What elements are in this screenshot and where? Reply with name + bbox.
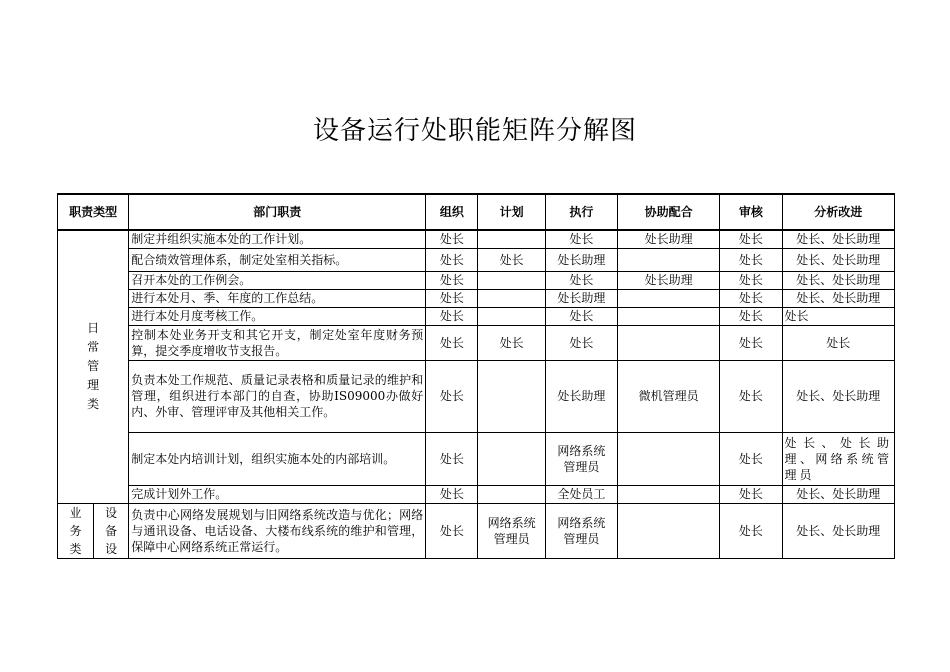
plan-cell: [478, 307, 545, 325]
analyze-cell: 处长、处长助理: [782, 289, 894, 307]
assist-cell: 处长助理: [617, 271, 719, 289]
assist-cell: 微机管理员: [617, 360, 719, 432]
header-review: 审核: [720, 194, 782, 230]
assist-cell: [617, 289, 719, 307]
duty-cell: 完成计划外工作。: [129, 485, 426, 503]
table-row: [58, 307, 895, 325]
assist-cell: [617, 325, 719, 360]
table-row: [58, 325, 895, 360]
organize-cell: 处长: [426, 248, 478, 271]
organize-cell: 处长: [426, 485, 478, 503]
duty-cell: 负责中心网络发展规划与旧网络系统改造与优化；网络与通讯设备、电话设备、大楼布线系统的维护和管理，保障中心网络系统正常运行。: [129, 503, 426, 558]
header-type: 职责类型: [58, 194, 129, 230]
plan-cell: [478, 485, 545, 503]
page-title: 设备运行处职能矩阵分解图: [312, 116, 637, 146]
execute-cell: 网络系统管理员: [545, 432, 617, 485]
group-business-sub-label: 设备设: [105, 505, 118, 556]
header-execute: 执行: [545, 194, 617, 230]
table-row: [58, 503, 895, 558]
group-business-sub-cell: [94, 503, 129, 558]
plan-cell: [478, 271, 545, 289]
table-row: [58, 271, 895, 289]
table-row: [58, 230, 895, 248]
plan-cell: [478, 432, 545, 485]
organize-cell: 处长: [426, 325, 478, 360]
execute-cell: 处长助理: [545, 360, 617, 432]
duty-cell: 进行本处月度考核工作。: [129, 307, 426, 325]
duty-cell: 制定并组织实施本处的工作计划。: [129, 230, 426, 248]
duty-cell: 召开本处的工作例会。: [129, 271, 426, 289]
review-cell: 处长: [720, 289, 782, 307]
analyze-cell: 处长: [782, 325, 894, 360]
header-duty: 部门职责: [129, 194, 426, 230]
header-analyze: 分析改进: [782, 194, 894, 230]
analyze-cell: 处长、处长助理: [782, 230, 894, 248]
plan-cell: 网络系统管理员: [478, 503, 545, 558]
organize-cell: 处长: [426, 360, 478, 432]
assist-cell: 处长助理: [617, 230, 719, 248]
assist-cell: [617, 307, 719, 325]
execute-cell: 处长: [545, 325, 617, 360]
plan-cell: [478, 230, 545, 248]
analyze-cell: 处长、处长助理、网络系统管理员: [782, 432, 894, 485]
assist-cell: [617, 485, 719, 503]
organize-cell: 处长: [426, 432, 478, 485]
group-business-cell: [58, 503, 94, 558]
duty-cell: 控制本处业务开支和其它开支，制定处室年度财务预算，提交季度增收节支报告。: [129, 325, 426, 360]
header-organize: 组织: [426, 194, 478, 230]
review-cell: 处长: [720, 325, 782, 360]
duty-cell: 配合绩效管理体系，制定处室相关指标。: [129, 248, 426, 271]
header-assist: 协助配合: [617, 194, 719, 230]
organize-cell: 处长: [426, 307, 478, 325]
analyze-cell: 处长、处长助理: [782, 271, 894, 289]
table-row: [58, 360, 895, 432]
analyze-cell: 处长、处长助理: [782, 248, 894, 271]
table-row: [58, 432, 895, 485]
analyze-cell: 处长、处长助理: [782, 503, 894, 558]
assist-cell: [617, 503, 719, 558]
execute-cell: 全处员工: [545, 485, 617, 503]
table-row: [58, 248, 895, 271]
execute-cell: 处长: [545, 230, 617, 248]
organize-cell: 处长: [426, 230, 478, 248]
assist-cell: [617, 432, 719, 485]
plan-cell: 处长: [478, 325, 545, 360]
organize-cell: 处长: [426, 503, 478, 558]
header-plan: 计划: [478, 194, 545, 230]
duty-cell: 进行本处月、季、年度的工作总结。: [129, 289, 426, 307]
plan-cell: [478, 360, 545, 432]
review-cell: 处长: [720, 503, 782, 558]
review-cell: 处长: [720, 271, 782, 289]
execute-cell: 处长助理: [545, 248, 617, 271]
review-cell: 处长: [720, 360, 782, 432]
plan-cell: [478, 289, 545, 307]
header-row: [58, 194, 895, 230]
table-row: [58, 485, 895, 503]
analyze-cell: 处长、处长助理: [782, 360, 894, 432]
execute-cell: 处长: [545, 271, 617, 289]
assist-cell: [617, 248, 719, 271]
plan-cell: 处长: [478, 248, 545, 271]
group-daily-cell: [58, 230, 129, 503]
review-cell: 处长: [720, 432, 782, 485]
group-daily-label: 日常管理类: [87, 321, 100, 412]
execute-cell: 处长: [545, 307, 617, 325]
review-cell: 处长: [720, 485, 782, 503]
function-matrix-table: [57, 193, 895, 559]
organize-cell: 处长: [426, 289, 478, 307]
organize-cell: 处长: [426, 271, 478, 289]
execute-cell: 处长助理: [545, 289, 617, 307]
review-cell: 处长: [720, 307, 782, 325]
review-cell: 处长: [720, 248, 782, 271]
review-cell: 处长: [720, 230, 782, 248]
duty-cell: 制定本处内培训计划，组织实施本处的内部培训。: [129, 432, 426, 485]
group-business-label: 业务类: [69, 505, 82, 556]
execute-cell: 网络系统管理员: [545, 503, 617, 558]
analyze-cell: 处长: [782, 307, 894, 325]
analyze-cell: 处长、处长助理: [782, 485, 894, 503]
duty-cell: 负责本处工作规范、质量记录表格和质量记录的维护和管理，组织进行本部门的自查，协助IS09000办做好内、外审、管理评审及其他相关工作。: [129, 360, 426, 432]
table-row: [58, 289, 895, 307]
